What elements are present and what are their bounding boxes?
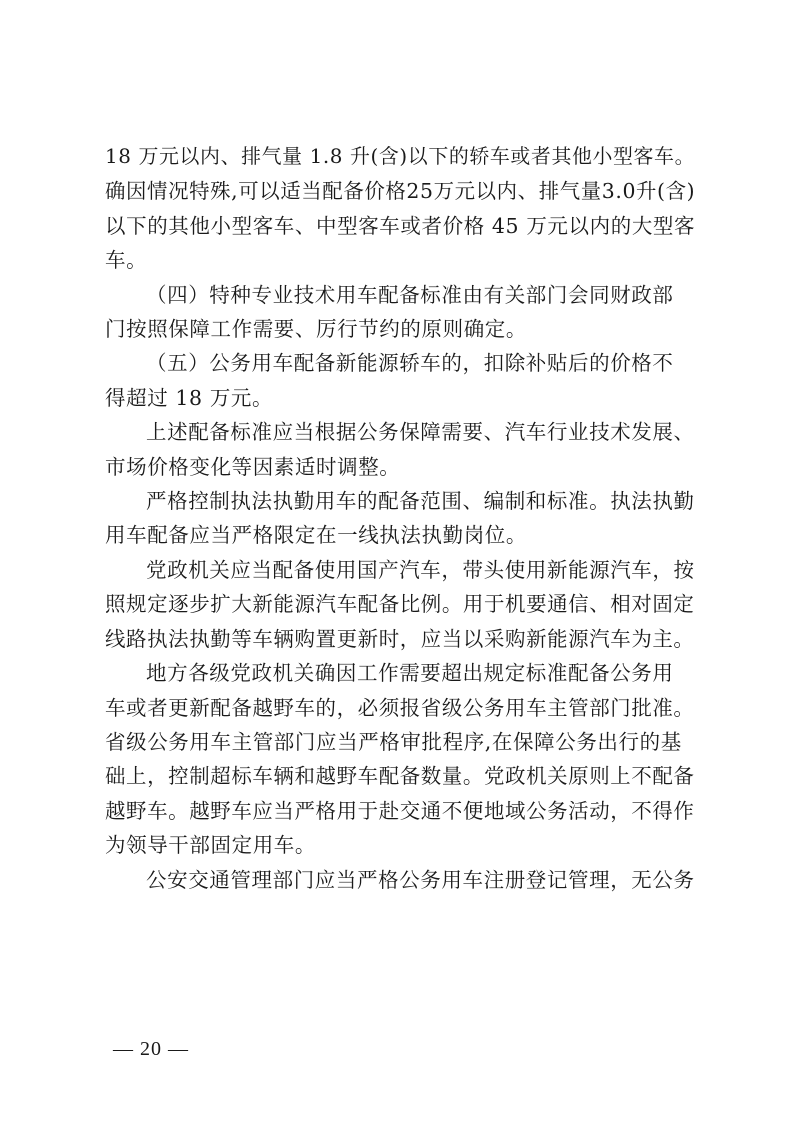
text-line: 用车配备应当严格限定在一线执法执勤岗位。 <box>105 523 527 548</box>
text-line: 得超过 18 万元。 <box>105 385 274 410</box>
document-body <box>105 140 695 897</box>
text-line: 础上，控制超标车辆和越野车配备数量。党政机关原则上不配备 <box>105 764 695 789</box>
text-line: 18 万元以内、排气量 1.8 升(含)以下的轿车或者其他小型客车。 <box>105 145 696 168</box>
text-line: （四）特种专业技术用车配备标准由有关部门会同财政部 <box>146 282 674 307</box>
text-line: 越野车。越野车应当严格用于赴交通不便地域公务活动，不得作 <box>105 798 695 823</box>
text-line: 门按照保障工作需要、厉行节约的原则确定。 <box>105 317 527 342</box>
text-line: 照规定逐步扩大新能源汽车配备比例。用于机要通信、相对固定 <box>105 592 695 617</box>
text-line: 省级公务用车主管部门应当严格审批程序,在保障公务出行的基 <box>105 729 682 754</box>
text-line: 为领导干部固定用车。 <box>105 833 316 858</box>
text-line: 市场价格变化等因素适时调整。 <box>105 454 401 479</box>
text-line: 党政机关应当配备使用国产汽车，带头使用新能源汽车，按 <box>146 557 695 582</box>
text-line: （五）公务用车配备新能源轿车的，扣除补贴后的价格不 <box>146 351 674 376</box>
text-line: 地方各级党政机关确因工作需要超出规定标准配备公务用 <box>146 661 674 686</box>
text-line: 公安交通管理部门应当严格公务用车注册登记管理，无公务 <box>146 867 695 892</box>
text-line: 车。 <box>105 248 148 273</box>
text-line: 确因情况特殊,可以适当配备价格25万元以内、排气量3.0升(含) <box>105 179 696 204</box>
text-line: 车或者更新配备越野车的，必须报省级公务用车主管部门批准。 <box>105 695 695 720</box>
text-line: 严格控制执法执勤用车的配备范围、编制和标准。执法执勤 <box>146 489 695 514</box>
text-line: 上述配备标准应当根据公务保障需要、汽车行业技术发展、 <box>146 420 695 445</box>
body-text <box>105 140 695 897</box>
text-line: 线路执法执勤等车辆购置更新时，应当以采购新能源汽车为主。 <box>105 626 695 651</box>
text-line: 以下的其他小型客车、中型客车或者价格 45 万元以内的大型客 <box>105 213 696 238</box>
page-number: — 20 — <box>113 1038 189 1060</box>
